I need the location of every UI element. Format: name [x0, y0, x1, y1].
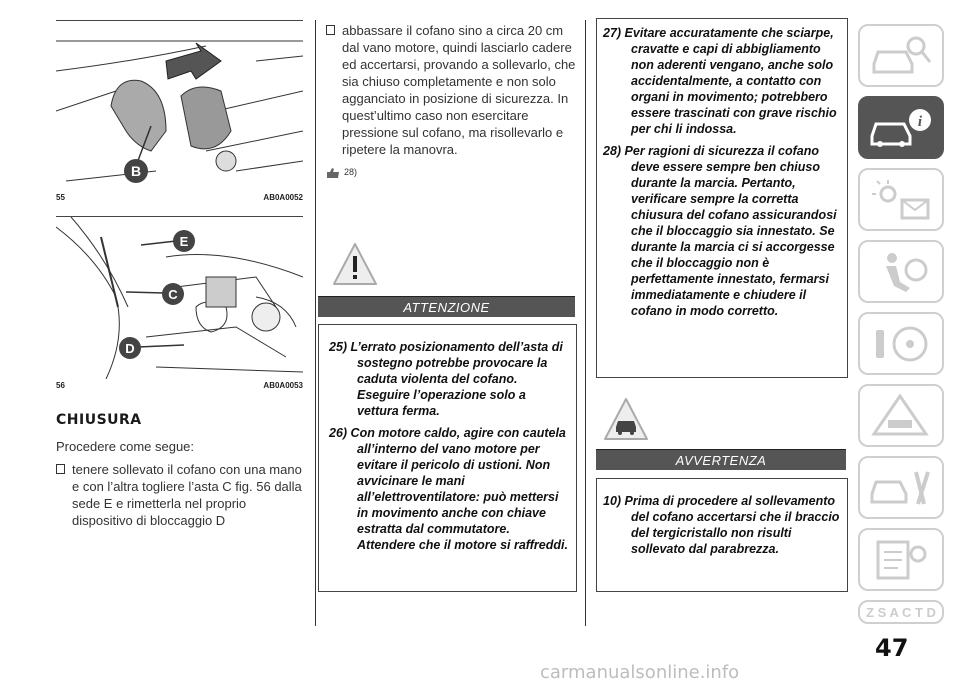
intro-text: Procedere come segue:: [56, 439, 195, 454]
column-divider-1: [315, 20, 316, 626]
attenzione-item-28: 28) Per ragioni di sicurezza il cofano deve essere sempre ben chiuso durante la marcia. Pertanto, verificare sempre la corretta chiusura del cofano assicurandosi che il bloccaggio sia innestato. Se durante la marcia ci si accorgesse che il bloccaggio non è perfettamente innestato, fermarsi immediatamente e chiudere il cofano in modo corretto.: [603, 144, 837, 318]
avvertenza-banner: AVVERTENZA: [596, 449, 846, 470]
svg-text:i: i: [917, 113, 923, 130]
figure-55-label-b: B: [130, 163, 142, 179]
sidebar-item-safety[interactable]: [858, 240, 944, 303]
sidebar-item-technical-data[interactable]: [858, 528, 944, 591]
car-service-icon: [866, 464, 936, 512]
page-number: 47: [875, 634, 909, 662]
technical-data-icon: [866, 536, 936, 584]
sidebar-item-vehicle-knowledge[interactable]: [858, 24, 944, 87]
attenzione-box: [318, 324, 577, 592]
figure-55: [56, 20, 303, 191]
checkbox-bullet-icon: [56, 462, 66, 479]
attenzione-continued-list: [597, 19, 847, 319]
steering-key-icon: [866, 320, 936, 368]
checkbox-bullet-icon: [326, 23, 336, 40]
avvertenza-list: [597, 479, 847, 557]
attenzione-item-25: 25) L’errato posizionamento dell’asta di sostegno potrebbe provocare la caduta violenta del cofano. Eseguire l’operazione solo a vettura ferma.: [329, 340, 563, 418]
figure-55-code: AB0A0052: [263, 193, 303, 202]
figure-56-code: AB0A0053: [263, 381, 303, 390]
watermark-text: carmanualsonline.info: [540, 662, 740, 683]
danger-warning-icon: [332, 242, 378, 286]
figure-56-caption: [56, 381, 303, 390]
attenzione-list: [319, 325, 576, 553]
column-divider-2: [585, 20, 586, 626]
seat-airbag-icon: [866, 248, 936, 296]
figure-56-label-e: E: [179, 234, 189, 249]
attenzione-banner: ATTENZIONE: [318, 296, 575, 317]
sidebar-item-emergency[interactable]: [858, 384, 944, 447]
column-1-text: [56, 438, 306, 529]
attenzione-continued-box: [596, 18, 848, 378]
sidebar-item-starting-driving[interactable]: [858, 312, 944, 375]
column-2-text: [326, 22, 576, 181]
figure-56-number: 56: [56, 381, 65, 390]
figure-56: [56, 216, 303, 379]
attenzione-item-27: 27) Evitare accuratamente che sciarpe, cravatte e capi di abbigliamento non aderenti vengano, anche solo accidentalmente, a contatto con organi in movimento; potrebbero essere trascinati con grave rischio per chi li indossa.: [603, 26, 837, 136]
sidebar-item-warning-lights[interactable]: [858, 168, 944, 231]
bullet-2: [326, 22, 576, 158]
attenzione-item-26: 26) Con motore caldo, agire con cautela all’interno del vano motore per evitare il pericolo di ustioni. Non avvicinare le mani all’elettroventilatore: può mettersi in movimento anche con chiave estratta dal commutatore. Attendere che il motore si raffreddi.: [329, 426, 568, 552]
car-search-icon: [866, 32, 936, 80]
car-info-icon: [866, 104, 936, 152]
sidebar-item-index[interactable]: [858, 600, 944, 624]
hand-pointer-icon: [326, 167, 340, 179]
car-skid-icon: [603, 397, 649, 441]
figure-55-caption: [56, 193, 303, 202]
road-warning-icon: [866, 392, 936, 440]
section-title: CHIUSURA: [56, 412, 142, 428]
avvertenza-item-10: 10) Prima di procedere al sollevamento del cofano accertarsi che il braccio del tergicristallo non risulti sollevato dal parabrezza.: [603, 494, 840, 556]
bullet-2-text: abbassare il cofano sino a circa 20 cm dal vano motore, quindi lasciarlo cadere ed accertarsi, provando a sollevarlo, che sia chiuso completamente e non solo agganciato in posizione di sicurezza. In quest’ultimo caso non esercitare pressione sul cofano, ma risollevarlo e ripetere la manovra.: [342, 23, 576, 157]
bullet-1-text: tenere sollevato il cofano con una mano e con l’altra togliere l’asta C fig. 56 dalla sede E e rimetterla nel proprio dispositivo di bloccaggio D: [72, 462, 302, 528]
figure-55-number: 55: [56, 193, 65, 202]
alphabetical-index-icon: [866, 602, 936, 622]
figure-56-label-c: C: [168, 287, 178, 302]
avvertenza-box: [596, 478, 848, 592]
bullet-1: [56, 461, 306, 529]
figure-56-label-d: D: [125, 341, 135, 356]
warning-lights-icon: [866, 176, 936, 224]
svg-text:Z S A C T D: Z S A C T D: [866, 605, 936, 620]
reference-note: [326, 164, 576, 181]
sidebar-item-safety-info[interactable]: [858, 96, 944, 159]
sidebar-item-maintenance[interactable]: [858, 456, 944, 519]
reference-note-text: 28): [344, 167, 358, 177]
